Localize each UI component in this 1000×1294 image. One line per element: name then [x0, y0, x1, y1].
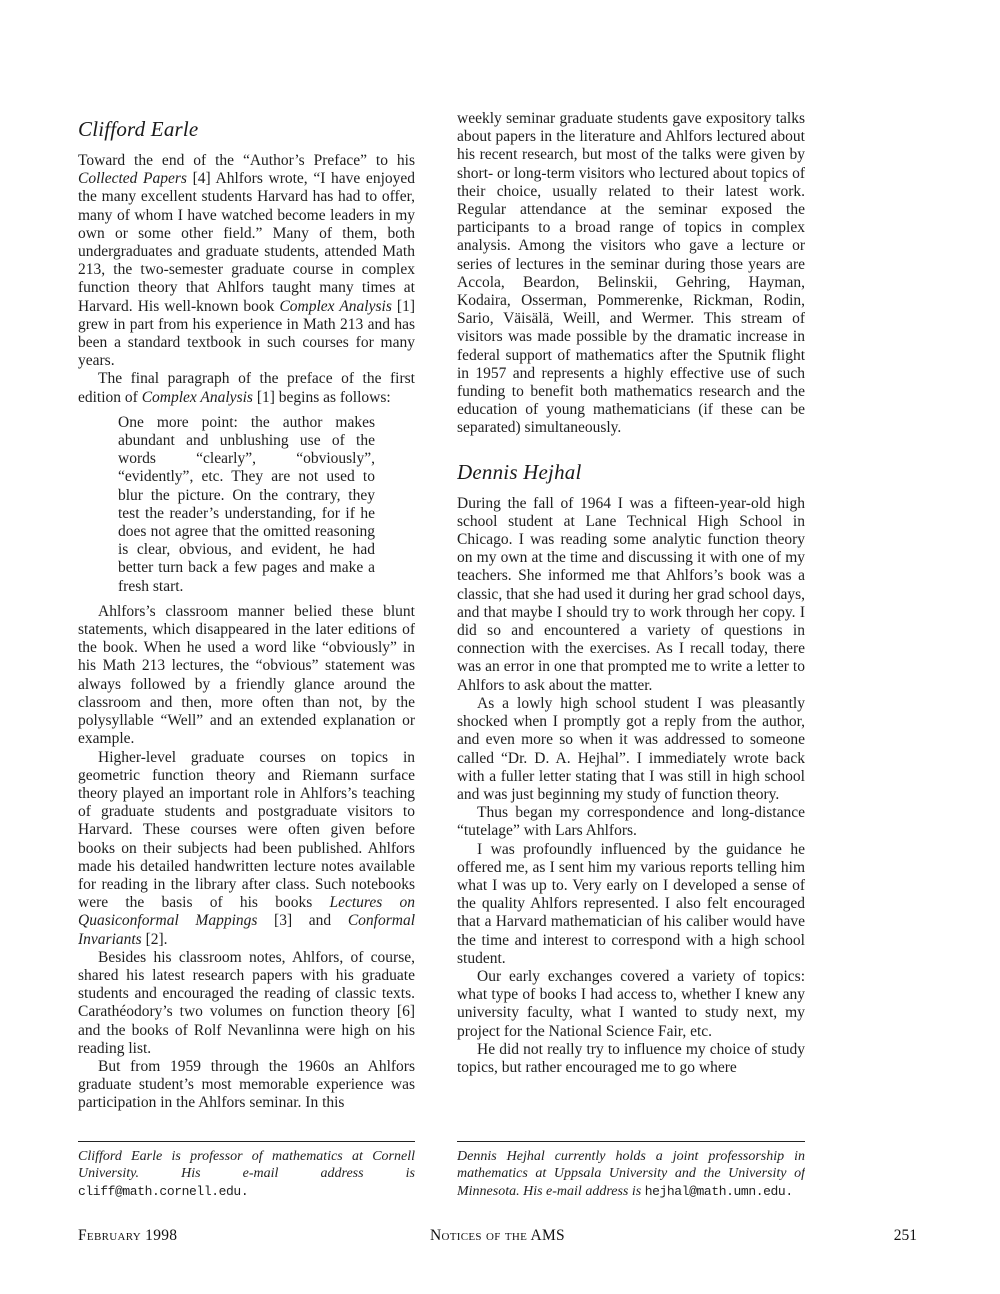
text-run: Lectures on Quasiconformal Mappings — [78, 894, 415, 930]
text-run: As a lowly high school student I was pleasantly shocked when I promptly got a reply from the author, and even more so when it was addressed to someone called “Dr. D. A. Hejhal”. I immediately wrote back with a fuller letter stating that I was still in high school and was just beginning my study of function theory. — [457, 694, 805, 803]
email-address: hejhal@math.umn.edu. — [644, 1183, 793, 1199]
text-run: Collected Papers — [78, 170, 187, 188]
paragraph — [457, 110, 805, 438]
text-run: Toward the end of the “Author’s Preface” to his — [78, 152, 415, 169]
column-left-blocks — [78, 116, 415, 1113]
paragraph — [457, 495, 805, 695]
section-heading: Clifford Earle — [78, 117, 199, 141]
text-run: One more point: the author makes abundant and unblushing use of the words “clearly”, “obviously”, “evidently”, etc. They are not used to blur the picture. On the contrary, they test the reader’s understanding, for if he does not agree that the omitted reasoning is clear, obvious, and evident, he had better turn back a few pages and make a fresh start. — [118, 413, 375, 595]
column-right — [457, 110, 805, 1200]
paragraph — [457, 695, 805, 804]
text-run: [2]. — [141, 930, 168, 948]
footer-page-number: 251 — [893, 1227, 917, 1244]
text-run: The final paragraph of the preface of the first edition of — [78, 370, 415, 406]
author-footnote-clifford-earle — [78, 1141, 415, 1200]
block-quote — [118, 414, 375, 596]
paragraph — [78, 749, 415, 949]
text-run: [1] grew in part from his experience in Math 213 and has been a standard textbook in such courses for many years. — [78, 297, 415, 370]
text-run: During the fall of 1964 I was a fifteen-year-old high school student at Lane Technical High School in Chicago. I was reading some analytic function theory on my own at the time and discussing it with one of my teachers. She informed me that Ahlfors’s book was a classic, that she had used it during her grad school days, and that maybe I should try to work through her copy. I did so and encountered a variety of questions in connection with the exercises. As I recall today, there was an error in one that prompted me to write a letter to Ahlfors to ask about the matter. — [457, 494, 805, 694]
column-left — [78, 110, 415, 1200]
text-run: Complex Analysis — [141, 388, 253, 406]
text-run: Clifford Earle is professor of mathematics at Cornell University. His e-mail address is — [78, 1149, 415, 1182]
text-run: He did not really try to influence my choice of study topics, but rather encouraged me to go where — [457, 1040, 805, 1076]
text-run: Besides his classroom notes, Ahlfors, of course, shared his latest research papers with his graduate students and encouraged the reading of classic texts. Carathéodory’s two volumes on function theory [6] and the books of Rolf Nevanlinna were high on his reading list. — [78, 948, 415, 1057]
paragraph — [78, 603, 415, 749]
text-run: Thus began my correspondence and long-distance “tutelage” with Lars Ahlfors. — [457, 804, 805, 840]
text-run: Our early exchanges covered a variety of topics: what type of books I had access to, whether I knew any university faculty, what I wanted to study next, my project for the National Science Fair, etc. — [457, 967, 805, 1040]
paragraph — [457, 841, 805, 968]
paragraph — [457, 968, 805, 1041]
paragraph — [78, 949, 415, 1058]
text-run: Ahlfors’s classroom manner belied these blunt statements, which disappeared in the later editions of the book. When he used a word like “obviously” in his Math 213 lectures, the “obvious” statement was always followed by a friendly glance around the classroom and then, more often than not, by the polysyllable “Well” and an extended explanation or example. — [78, 602, 415, 748]
text-run: Conformal Invariants — [78, 912, 415, 948]
paragraph — [78, 370, 415, 406]
paragraph — [78, 1058, 415, 1113]
author-footnote-dennis-hejhal — [457, 1141, 805, 1200]
paragraph — [457, 804, 805, 840]
text-run: Higher-level graduate courses on topics in geometric function theory and Riemann surface theory played an important role in Ahlfors’s teaching of graduate students and postgraduate visitors to Harvard. These courses were often given before books on their subjects had been published. Ahlfors made his detailed handwritten lecture notes available for reading in the library after class. Such notebooks were the basis of his books — [78, 748, 415, 912]
footer-issue-date: February 1998 — [78, 1227, 178, 1244]
text-run: But from 1959 through the 1960s an Ahlfors graduate student’s most memorable experience was participation in the Ahlfors seminar. In this — [78, 1057, 415, 1112]
text-run: [4] Ahlfors wrote, “I have enjoyed the many excellent students Harvard has had to offer, many of whom I have watched become leaders in my own or some other field.” Many of them, both undergraduates and graduate students, attended Math 213, the two-semester graduate course in complex function theory that Ahlfors taught many times at Harvard. His well-known book — [78, 170, 415, 315]
text-run: Complex Analysis — [279, 297, 392, 315]
text-run: weekly seminar graduate students gave expository talks about papers in the literature and Ahlfors lectured about his recent research, but most of the talks were given by short- or long-term visitors who lectured about topics of their choice, usually related to their latest work. Regular attendance at the seminar exposed the participants to a broad range of topics in complex analysis. Among the visitors who gave a lecture or series of lectures in the seminar during those years are Accola, Beardon, Belinskii, Gehring, Hayman, Kodaira, Osserman, Pommerenke, Rickman, Rodin, Sario, Väisälä, Weill, and Wermer. This stream of visitors was made possible by the dramatic increase in federal support of mathematics after the Sputnik flight in 1957 and represents a highly effective use of such funding to benefit both mathematics research and the education of young mathematicians (if these can be separated) simultaneously. — [457, 110, 805, 437]
column-right-blocks — [457, 110, 805, 1077]
text-run: Dennis Hejhal currently holds a joint professorship in mathematics at Uppsala University and the University of Minnesota. His e-mail address is — [457, 1149, 805, 1199]
paragraph — [78, 152, 415, 370]
text-run: [3] and — [257, 912, 348, 930]
section-heading: Dennis Hejhal — [457, 459, 582, 484]
email-address: cliff@math.cornell.edu. — [78, 1183, 249, 1199]
footer-journal-title: Notices of the AMS — [430, 1227, 565, 1244]
paragraph — [457, 1041, 805, 1077]
text-run: [1] begins as follows: — [252, 388, 391, 406]
text-run: I was profoundly influenced by the guidance he offered me, as I sent him my various reports telling him what I was up to. Very early on I developed a sense of the quality Ahlfors represented. I also felt encouraged that a Harvard mathematician of his caliber would have the time and interest to correspond with a high school student. — [457, 840, 805, 967]
page-footer — [78, 1227, 917, 1247]
